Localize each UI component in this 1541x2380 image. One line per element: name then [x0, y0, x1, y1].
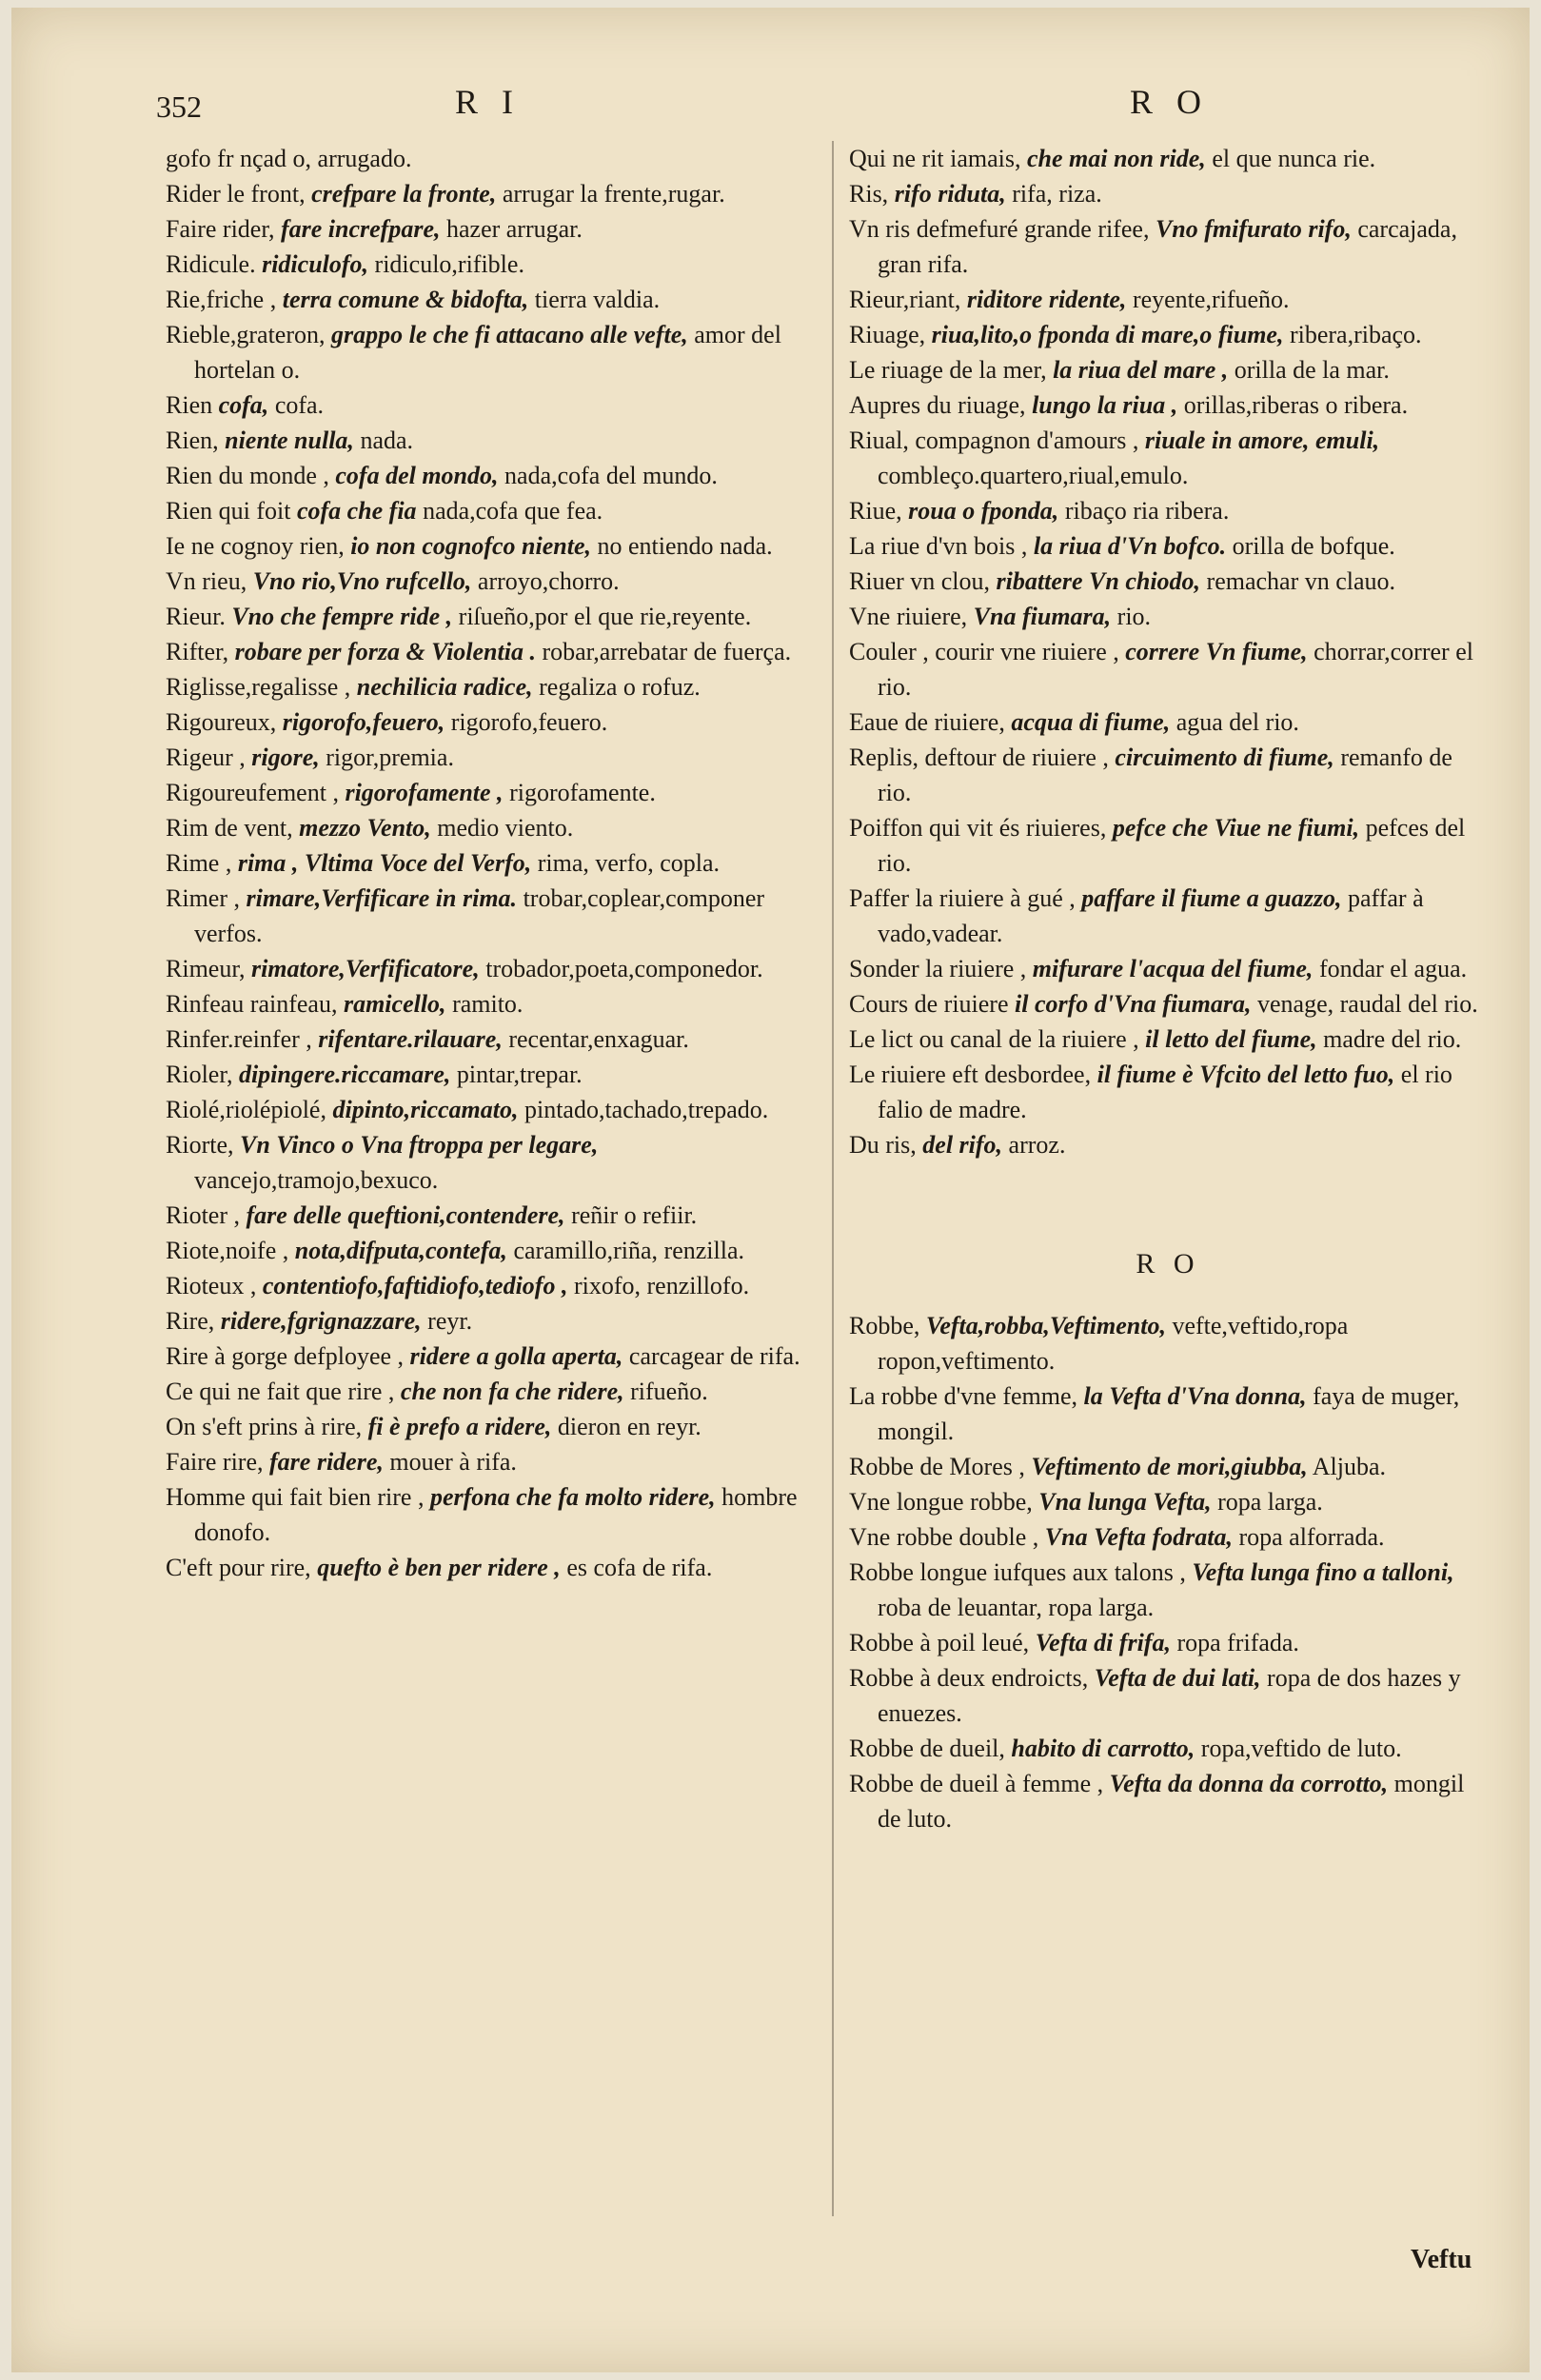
- dictionary-entry: [849, 1308, 1487, 1378]
- french-headword: Robbe à poil leué,: [849, 1629, 1030, 1656]
- dictionary-entry: [166, 951, 813, 986]
- italian-translation: paffare il fiume a guazzo,: [1081, 884, 1342, 912]
- spanish-translation: regaliza o rofuz.: [539, 673, 701, 701]
- dictionary-entry: [166, 1268, 813, 1303]
- spanish-translation: ribera,ribaço.: [1289, 321, 1422, 348]
- spanish-translation: nada,cofa del mundo.: [504, 462, 718, 489]
- italian-translation: cofa,: [218, 391, 269, 419]
- italian-translation: terra comune & bidofta,: [282, 286, 529, 313]
- italian-translation: contentiofo,faftidiofo,tediofo ,: [262, 1272, 568, 1299]
- italian-translation: Vna lunga Vefta,: [1038, 1488, 1212, 1516]
- italian-translation: fare increfpare,: [280, 215, 441, 243]
- dictionary-entry: [849, 1127, 1487, 1162]
- french-headword: Riorte,: [166, 1131, 234, 1159]
- dictionary-entry: [849, 810, 1487, 881]
- spanish-translation: dieron en reyr.: [557, 1413, 701, 1440]
- dictionary-entry: [166, 775, 813, 810]
- dictionary-entry: [849, 1660, 1487, 1731]
- spanish-translation: rifa, riza.: [1012, 180, 1102, 208]
- spanish-translation: cofa.: [274, 391, 325, 419]
- spanish-translation: no entiendo nada.: [597, 532, 773, 560]
- italian-translation: correre Vn fiume,: [1125, 638, 1308, 665]
- dictionary-entry: [849, 1555, 1487, 1625]
- italian-translation: cofa del mondo,: [335, 462, 499, 489]
- italian-translation: Vno fmifurato rifo,: [1155, 215, 1352, 243]
- french-headword: Rien: [166, 391, 213, 419]
- dictionary-entry: [166, 141, 813, 176]
- french-headword: Riuage,: [849, 321, 926, 348]
- spanish-translation: ropa de dos hazes y enuezes.: [878, 1664, 1461, 1727]
- dictionary-entry: [849, 1519, 1487, 1555]
- italian-translation: rigorofo,feuero,: [282, 708, 445, 736]
- dictionary-entry: [166, 493, 813, 528]
- spanish-translation: orilla de la mar.: [1234, 356, 1390, 384]
- french-headword: Le riuage de la mer,: [849, 356, 1047, 384]
- spanish-translation: hazer arrugar.: [445, 215, 583, 243]
- dictionary-entry: [849, 1378, 1487, 1449]
- spanish-translation: carcajada, gran rifa.: [878, 215, 1457, 278]
- french-headword: Rigoureux,: [166, 708, 277, 736]
- left-column: [166, 141, 813, 1585]
- italian-translation: roua o fponda,: [908, 497, 1059, 525]
- french-headword: La robbe d'vne femme,: [849, 1382, 1078, 1410]
- french-headword: Rioler,: [166, 1061, 233, 1088]
- spanish-translation: madre del rio.: [1323, 1025, 1462, 1053]
- french-headword: Qui ne rit iamais,: [849, 145, 1021, 172]
- french-headword: Rigeur ,: [166, 744, 246, 771]
- spanish-translation: reñir o refiir.: [571, 1201, 698, 1229]
- french-headword: Rime ,: [166, 849, 232, 877]
- spanish-translation: robar,arrebatar de fuerça.: [542, 638, 792, 665]
- french-headword: Faire rider,: [166, 215, 275, 243]
- dictionary-entry: [849, 282, 1487, 317]
- italian-translation: robare per forza & Violentia .: [234, 638, 536, 665]
- french-headword: Robbe,: [849, 1312, 920, 1339]
- italian-translation: rifo riduta,: [894, 180, 1006, 208]
- dictionary-entry: [166, 1233, 813, 1268]
- right-column: [849, 141, 1487, 1836]
- dictionary-entry: [166, 176, 813, 211]
- french-headword: Rinfer.reinfer ,: [166, 1025, 312, 1053]
- dictionary-entry: [849, 740, 1487, 810]
- spanish-translation: el que nunca rie.: [1212, 145, 1376, 172]
- spanish-translation: pefces del rio.: [878, 814, 1466, 877]
- spanish-translation: venage, raudal del rio.: [1257, 990, 1478, 1018]
- spanish-translation: hombre donofo.: [194, 1483, 798, 1546]
- dictionary-entry: [166, 634, 813, 669]
- french-headword: Rinfeau rainfeau,: [166, 990, 338, 1018]
- italian-translation: ridere,fgrignazzare,: [220, 1307, 422, 1335]
- dictionary-entry: [166, 528, 813, 564]
- spanish-translation: ropa larga.: [1217, 1488, 1323, 1516]
- spanish-translation: rigorofo,feuero.: [450, 708, 608, 736]
- french-headword: Rider le front,: [166, 180, 306, 208]
- french-headword: Rieble,grateron,: [166, 321, 326, 348]
- spanish-translation: caramillo,riña, renzilla.: [513, 1237, 744, 1264]
- french-headword: Robbe de dueil,: [849, 1735, 1005, 1762]
- italian-translation: Vefta,robba,Veftimento,: [925, 1312, 1166, 1339]
- header-right: R O: [1130, 83, 1210, 121]
- italian-translation: Vna Vefta fodrata,: [1044, 1523, 1233, 1551]
- dictionary-entry: [849, 1449, 1487, 1484]
- dictionary-entry: [849, 986, 1487, 1021]
- french-headword: Poiffon qui vit és riuieres,: [849, 814, 1107, 842]
- french-headword: Ie ne cognoy rien,: [166, 532, 345, 560]
- ro-entries: [849, 1308, 1487, 1836]
- spanish-translation: mouer à rifa.: [389, 1448, 517, 1476]
- italian-translation: Veftimento de mori,giubba,: [1031, 1453, 1308, 1480]
- italian-translation: mifurare l'acqua del fiume,: [1032, 955, 1314, 982]
- french-headword: Riue,: [849, 497, 902, 525]
- dictionary-entry: [166, 458, 813, 493]
- italian-translation: Vno che fempre ride ,: [231, 603, 453, 630]
- french-headword: Rim de vent,: [166, 814, 293, 842]
- dictionary-entry: [166, 387, 813, 423]
- spanish-translation: riſueño,por el que rie,reyente.: [458, 603, 752, 630]
- italian-translation: ridere a golla aperta,: [409, 1342, 623, 1370]
- dictionary-entry: [166, 1339, 813, 1374]
- french-headword: Rimer ,: [166, 884, 240, 912]
- dictionary-entry: [166, 881, 813, 951]
- dictionary-entry: [166, 986, 813, 1021]
- french-headword: Cours de riuiere: [849, 990, 1009, 1018]
- italian-translation: fare ridere,: [269, 1448, 384, 1476]
- spanish-translation: tierra valdia.: [534, 286, 661, 313]
- italian-translation: niente nulla,: [225, 426, 354, 454]
- dictionary-entry: [166, 1092, 813, 1127]
- spanish-translation: rima, verfo, copla.: [537, 849, 721, 877]
- spanish-translation: remanfo de rio.: [878, 744, 1452, 806]
- italian-translation: circuimento di fiume,: [1115, 744, 1334, 771]
- french-headword: On s'eft prins à rire,: [166, 1413, 363, 1440]
- spanish-translation: remachar vn clauo.: [1206, 567, 1396, 595]
- spanish-translation: rigor,premia.: [326, 744, 454, 771]
- french-headword: Vn ris defmefuré grande rifee,: [849, 215, 1150, 243]
- page-number: 352: [156, 89, 202, 124]
- italian-translation: nota,difputa,contefa,: [294, 1237, 507, 1264]
- dictionary-entry: [166, 1057, 813, 1092]
- dictionary-entry: [849, 211, 1487, 282]
- french-headword: Rigoureufement ,: [166, 779, 339, 806]
- french-headword: Riolé,riolépiolé,: [166, 1096, 326, 1123]
- italian-translation: Vefta de dui lati,: [1094, 1664, 1261, 1692]
- french-headword: Rioter ,: [166, 1201, 240, 1229]
- french-headword: Ce qui ne fait que rire ,: [166, 1378, 395, 1405]
- italian-translation: Vefta lunga fino a talloni,: [1192, 1558, 1454, 1586]
- italian-translation: che non fa che ridere,: [400, 1378, 624, 1405]
- italian-translation: la riua d'Vn bofco.: [1033, 532, 1227, 560]
- dictionary-entry: [166, 1374, 813, 1409]
- dictionary-entry: [849, 317, 1487, 352]
- dictionary-entry: [166, 669, 813, 704]
- dictionary-entry: [849, 951, 1487, 986]
- dictionary-entry: [166, 1479, 813, 1550]
- dictionary-entry: [166, 1303, 813, 1339]
- spanish-translation: chorrar,correr el rio.: [878, 638, 1473, 701]
- spanish-translation: ropa,veftido de luto.: [1200, 1735, 1402, 1762]
- section-heading-ro: R O: [1136, 1248, 1200, 1279]
- french-headword: Rien qui foit: [166, 497, 291, 525]
- italian-translation: la riua del mare ,: [1053, 356, 1229, 384]
- italian-translation: acqua di fiume,: [1011, 708, 1171, 736]
- french-headword: Rimeur,: [166, 955, 246, 982]
- spanish-translation: nada,cofa que fea.: [423, 497, 603, 525]
- italian-translation: rifentare.rilauare,: [318, 1025, 503, 1053]
- spanish-translation: medio viento.: [437, 814, 574, 842]
- french-headword: Riote,noife ,: [166, 1237, 289, 1264]
- italian-translation: riditore ridente,: [966, 286, 1127, 313]
- dictionary-entry: [849, 1484, 1487, 1519]
- italian-translation: riua,lito,o fponda di mare,o fiume,: [931, 321, 1284, 348]
- spanish-translation: faya de muger, mongil.: [878, 1382, 1460, 1445]
- italian-translation: che mai non ride,: [1027, 145, 1206, 172]
- spanish-translation: el rio falio de madre.: [878, 1061, 1452, 1123]
- french-headword: Aupres du riuage,: [849, 391, 1026, 419]
- french-headword: Le riuiere eft desbordee,: [849, 1061, 1092, 1088]
- french-headword: Rien du monde ,: [166, 462, 329, 489]
- french-headword: Ris,: [849, 180, 889, 208]
- spanish-translation: rixofo, renzillofo.: [573, 1272, 750, 1299]
- french-headword: Vne riuiere,: [849, 603, 968, 630]
- french-headword: gofo fr nçad o, arrugado.: [166, 145, 412, 172]
- french-headword: Robbe à deux endroicts,: [849, 1664, 1089, 1692]
- dictionary-entry: [166, 1409, 813, 1444]
- dictionary-entry: [849, 528, 1487, 564]
- dictionary-entry: [166, 423, 813, 458]
- dictionary-entry: [166, 1550, 813, 1585]
- italian-translation: rigorofamente ,: [345, 779, 504, 806]
- italian-translation: dipingere.riccamare,: [238, 1061, 451, 1088]
- dictionary-entry: [849, 599, 1487, 634]
- dictionary-entry: [166, 1198, 813, 1233]
- italian-translation: lungo la riua ,: [1032, 391, 1178, 419]
- dictionary-entry: [849, 1766, 1487, 1836]
- french-headword: Ridicule.: [166, 250, 256, 278]
- dictionary-entry: [166, 740, 813, 775]
- spanish-translation: arroyo,chorro.: [477, 567, 620, 595]
- spanish-translation: carcagear de rifa.: [628, 1342, 800, 1370]
- spanish-translation: ropa alforrada.: [1238, 1523, 1385, 1551]
- french-headword: Riual, compagnon d'amours ,: [849, 426, 1139, 454]
- book-page: [11, 8, 1530, 2372]
- spanish-translation: ridiculo,rifible.: [374, 250, 524, 278]
- dictionary-entry: [849, 423, 1487, 493]
- spanish-translation: arroz.: [1008, 1131, 1066, 1159]
- french-headword: Vn rieu,: [166, 567, 247, 595]
- french-headword: Paffer la riuiere à gué ,: [849, 884, 1076, 912]
- dictionary-entry: [849, 881, 1487, 951]
- french-headword: La riue d'vn bois ,: [849, 532, 1028, 560]
- italian-translation: habito di carrotto,: [1011, 1735, 1195, 1762]
- italian-translation: mezzo Vento,: [299, 814, 431, 842]
- french-headword: Rifter,: [166, 638, 229, 665]
- french-headword: Riglisse,regalisse ,: [166, 673, 351, 701]
- french-headword: Du ris,: [849, 1131, 917, 1159]
- italian-translation: fare delle queftioni,contendere,: [246, 1201, 565, 1229]
- french-headword: Rieur.: [166, 603, 226, 630]
- italian-translation: grappo le che fi attacano alle vefte,: [331, 321, 688, 348]
- spanish-translation: orillas,riberas o ribera.: [1183, 391, 1409, 419]
- italian-translation: ribattere Vn chiodo,: [996, 567, 1201, 595]
- spanish-translation: combleço.quartero,riual,emulo.: [878, 462, 1189, 489]
- italian-translation: rima , Vltima Voce del Verfo,: [237, 849, 532, 877]
- french-headword: Sonder la riuiere ,: [849, 955, 1027, 982]
- header-left: R I: [455, 83, 521, 121]
- italian-translation: Vefta da donna da corrotto,: [1109, 1770, 1389, 1797]
- italian-translation: crefpare la fronte,: [311, 180, 497, 208]
- italian-translation: rimare,Verfificare in rima.: [246, 884, 518, 912]
- spanish-translation: pintado,tachado,trepado.: [524, 1096, 769, 1123]
- italian-translation: dipinto,riccamato,: [332, 1096, 519, 1123]
- french-headword: Eaue de riuiere,: [849, 708, 1005, 736]
- spanish-translation: paffar à vado,vadear.: [878, 884, 1424, 947]
- french-headword: Couler , courir vne riuiere ,: [849, 638, 1119, 665]
- spanish-translation: ropa frifada.: [1176, 1629, 1299, 1656]
- ri-entries: [849, 141, 1487, 1162]
- dictionary-entry: [166, 1021, 813, 1057]
- french-headword: Rien,: [166, 426, 219, 454]
- spanish-translation: pintar,trepar.: [456, 1061, 583, 1088]
- italian-translation: ridiculofo,: [262, 250, 369, 278]
- dictionary-entry: [166, 845, 813, 881]
- french-headword: Le lict ou canal de la riuiere ,: [849, 1025, 1139, 1053]
- dictionary-entry: [166, 211, 813, 247]
- spanish-translation: Aljuba.: [1312, 1453, 1387, 1480]
- spanish-translation: fondar el agua.: [1318, 955, 1468, 982]
- french-headword: Faire rire,: [166, 1448, 264, 1476]
- column-divider: [832, 141, 834, 2216]
- catchword: Veftu: [1411, 2245, 1472, 2274]
- dictionary-entry: [166, 810, 813, 845]
- dictionary-entry: [849, 1057, 1487, 1127]
- dictionary-entry: [849, 141, 1487, 176]
- french-headword: Rire à gorge defployee ,: [166, 1342, 405, 1370]
- spanish-translation: rifueño.: [630, 1378, 708, 1405]
- dictionary-entry: [166, 599, 813, 634]
- spanish-translation: trobador,poeta,componedor.: [485, 955, 763, 982]
- dictionary-entry: [849, 493, 1487, 528]
- italian-translation: Vn Vinco o Vna ftroppa per legare,: [240, 1131, 599, 1159]
- italian-translation: la Vefta d'Vna donna,: [1083, 1382, 1307, 1410]
- dictionary-entry: [849, 634, 1487, 704]
- dictionary-entry: [166, 704, 813, 740]
- french-headword: Vne longue robbe,: [849, 1488, 1033, 1516]
- italian-translation: Vno rio,Vno rufcello,: [252, 567, 472, 595]
- italian-translation: pefce che Viue ne fiumi,: [1112, 814, 1360, 842]
- spanish-translation: vefte,veftido,ropa ropon,veftimento.: [878, 1312, 1349, 1375]
- italian-translation: Vefta di frifa,: [1035, 1629, 1171, 1656]
- spanish-translation: vancejo,tramojo,bexuco.: [194, 1166, 439, 1194]
- french-headword: Robbe de dueil à femme ,: [849, 1770, 1104, 1797]
- italian-translation: perfona che fa molto ridere,: [429, 1483, 716, 1511]
- italian-translation: rimatore,Verfificatore,: [250, 955, 480, 982]
- dictionary-entry: [849, 564, 1487, 599]
- french-headword: Rieur,riant,: [849, 286, 961, 313]
- spanish-translation: orilla de bofque.: [1232, 532, 1395, 560]
- dictionary-entry: [166, 282, 813, 317]
- spanish-translation: agua del rio.: [1176, 708, 1299, 736]
- dictionary-entry: [166, 564, 813, 599]
- italian-translation: io non cognofco niente,: [350, 532, 591, 560]
- italian-translation: quefto è ben per ridere ,: [317, 1554, 561, 1581]
- spanish-translation: nada.: [360, 426, 414, 454]
- dictionary-entry: [849, 1731, 1487, 1766]
- french-headword: Robbe de Mores ,: [849, 1453, 1025, 1480]
- italian-translation: il corfo d'Vna fiumara,: [1015, 990, 1252, 1018]
- spanish-translation: ribaço ria ribera.: [1064, 497, 1230, 525]
- spanish-translation: reyr.: [427, 1307, 473, 1335]
- french-headword: Rioteux ,: [166, 1272, 257, 1299]
- dictionary-entry: [849, 704, 1487, 740]
- italian-translation: ramicello,: [343, 990, 446, 1018]
- spanish-translation: rigorofamente.: [509, 779, 656, 806]
- dictionary-entry: [849, 387, 1487, 423]
- dictionary-entry: [849, 1625, 1487, 1660]
- dictionary-entry: [166, 1127, 813, 1198]
- french-headword: Robbe longue iufques aux talons ,: [849, 1558, 1186, 1586]
- french-headword: Replis, deftour de riuiere ,: [849, 744, 1109, 771]
- spanish-translation: mongil de luto.: [878, 1770, 1465, 1833]
- italian-translation: del rifo,: [922, 1131, 1003, 1159]
- dictionary-entry: [849, 1021, 1487, 1057]
- italian-translation: Vna fiumara,: [973, 603, 1112, 630]
- spanish-translation: trobar,coplear,componer verfos.: [194, 884, 765, 947]
- spanish-translation: es cofa de rifa.: [566, 1554, 713, 1581]
- dictionary-entry: [166, 247, 813, 282]
- french-headword: Riuer vn clou,: [849, 567, 991, 595]
- spanish-translation: reyente,rifueño.: [1132, 286, 1290, 313]
- dictionary-entry: [849, 176, 1487, 211]
- spanish-translation: roba de leuantar, ropa larga.: [878, 1594, 1155, 1621]
- dictionary-entry: [166, 317, 813, 387]
- french-headword: C'eft pour rire,: [166, 1554, 311, 1581]
- french-headword: Rire,: [166, 1307, 215, 1335]
- italian-translation: riuale in amore, emuli,: [1144, 426, 1380, 454]
- dictionary-entry: [849, 352, 1487, 387]
- italian-translation: il letto del fiume,: [1145, 1025, 1317, 1053]
- french-headword: Rie,friche ,: [166, 286, 277, 313]
- italian-translation: cofa che fia: [296, 497, 417, 525]
- spanish-translation: rio.: [1116, 603, 1152, 630]
- spanish-translation: ramito.: [452, 990, 524, 1018]
- french-headword: Vne robbe double ,: [849, 1523, 1039, 1551]
- spanish-translation: amor del hortelan o.: [194, 321, 781, 384]
- italian-translation: il fiume è Vfcito del letto fuo,: [1096, 1061, 1395, 1088]
- italian-translation: nechilicia radice,: [356, 673, 533, 701]
- italian-translation: fi è prefo a ridere,: [367, 1413, 552, 1440]
- italian-translation: rigore,: [251, 744, 320, 771]
- dictionary-entry: [166, 1444, 813, 1479]
- spanish-translation: arrugar la frente,rugar.: [502, 180, 725, 208]
- spanish-translation: recentar,enxaguar.: [508, 1025, 689, 1053]
- french-headword: Homme qui fait bien rire ,: [166, 1483, 425, 1511]
